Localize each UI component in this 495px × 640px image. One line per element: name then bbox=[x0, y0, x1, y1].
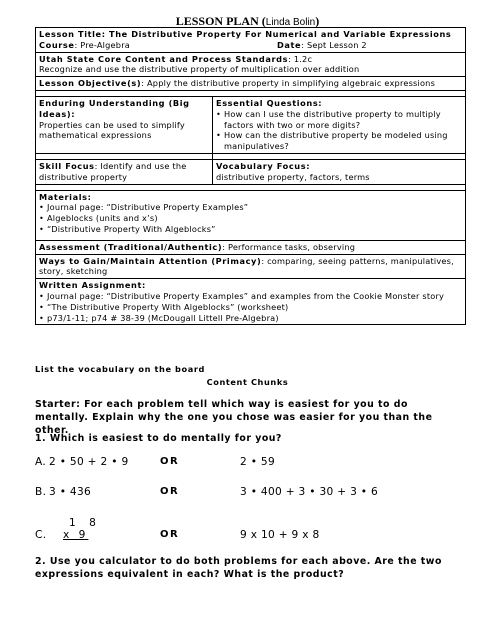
problem-row-a bbox=[35, 456, 465, 470]
problem-left: 2 • 50 + 2 • 9 bbox=[49, 456, 129, 468]
date-value: : Sept Lesson 2 bbox=[301, 39, 367, 50]
standards-value: : 1.2c bbox=[288, 53, 313, 64]
essential-label: Essential Questions bbox=[216, 97, 319, 108]
content-chunks-heading: Content Chunks bbox=[206, 377, 289, 387]
enduring-value: Properties can be used to simplify mathematical expressions bbox=[39, 119, 185, 141]
skill-value: : Identify and use the distributive property bbox=[39, 160, 187, 182]
skill-label: Skill Focus bbox=[39, 160, 95, 171]
starter-label: Starter: bbox=[35, 399, 81, 410]
written-item: • “The Distributive Property With Algeblocks” (worksheet) bbox=[39, 302, 462, 313]
problem-label: C. bbox=[35, 529, 47, 541]
lesson-title-label: Lesson Title bbox=[39, 29, 102, 39]
problem-row-c bbox=[35, 529, 465, 543]
or-label: OR bbox=[160, 486, 180, 497]
assessment-label: Assessment (Traditional/Authentic) bbox=[39, 241, 223, 252]
lesson-title-cell bbox=[36, 28, 466, 53]
materials-label: Materials bbox=[39, 191, 88, 202]
question-1: 1. Which is easiest to do mentally for you? bbox=[35, 433, 282, 444]
date-label: Date bbox=[277, 39, 302, 50]
materials-cell: Materials: • Journal page: “Distributive Property Examples” • Algeblocks (units and x’s) • “Distributive Property With Algeblocks” bbox=[36, 190, 466, 240]
essential-cell: Essential Questions: • How can I use the distributive property to multiply factors with two or more digits? • How can the distributive property be modeled using manipulatives? bbox=[213, 96, 466, 153]
or-label: OR bbox=[160, 456, 180, 467]
written-item: • Journal page: “Distributive Property Examples” and examples from the Cookie Monster story bbox=[39, 291, 462, 302]
objective-value: : Apply the distributive property in simplifying algebraic expressions bbox=[141, 78, 436, 89]
vocab-value: distributive property, factors, terms bbox=[216, 171, 370, 182]
material-item: • Journal page: “Distributive Property Examples” bbox=[39, 202, 462, 213]
skill-cell bbox=[36, 159, 213, 184]
standards-label: Utah State Core Content and Process Standards bbox=[39, 53, 289, 64]
enduring-label: Enduring Understanding (Big Ideas) bbox=[39, 97, 190, 119]
objective-cell bbox=[36, 77, 466, 91]
material-item: • “Distributive Property With Algeblocks” bbox=[39, 224, 462, 235]
problem-right: 3 • 400 + 3 • 30 + 3 • 6 bbox=[240, 486, 379, 498]
course-value: : Pre-Algebra bbox=[74, 39, 130, 50]
written-label: Written Assignment bbox=[39, 280, 142, 291]
problem-label: B. bbox=[35, 486, 47, 498]
attention-label: Ways to Gain/Maintain Attention (Primacy) bbox=[39, 255, 262, 266]
written-cell: Written Assignment: • Journal page: “Distributive Property Examples” and examples from the Cookie Monster story • “The Distributive Property With Algeblocks” (worksheet) • p73/1-11; p74 # 38-39 (McDougall Littell Pre-Algebra) bbox=[36, 279, 466, 325]
standards-description: Recognize and use the distributive property of multiplication over addition bbox=[39, 64, 360, 75]
essential-question: • How can I use the distributive property to multiply factors with two or more digits? bbox=[216, 109, 462, 131]
title-close: ) bbox=[315, 14, 320, 28]
vocab-cell: Vocabulary Focus: distributive property, factors, terms bbox=[213, 159, 466, 184]
problem-left: 3 • 436 bbox=[49, 486, 92, 498]
essential-question: • How can the distributive property be modeled using manipulatives? bbox=[216, 130, 462, 152]
problem-right: 9 x 10 + 9 x 8 bbox=[240, 529, 320, 541]
written-item: • p73/1-11; p74 # 38-39 (McDougall Littell Pre-Algebra) bbox=[39, 313, 462, 324]
assessment-value: : Performance tasks, observing bbox=[222, 241, 356, 252]
attention-value: : comparing, seeing patterns, manipulatives, story, sketching bbox=[39, 255, 454, 277]
material-item: • Algeblocks (units and x’s) bbox=[39, 213, 462, 224]
standards-cell bbox=[36, 52, 466, 77]
lesson-title-value: : The Distributive Property For Numerical and Variable Expressions bbox=[101, 29, 452, 39]
or-label: OR bbox=[160, 529, 180, 540]
vocab-note: List the vocabulary on the board bbox=[35, 364, 205, 374]
title-text: LESSON PLAN ( bbox=[175, 14, 266, 28]
vertical-multiplicand: 1 8 bbox=[69, 517, 101, 529]
attention-cell bbox=[36, 254, 466, 279]
problem-right: 2 • 59 bbox=[240, 456, 276, 468]
problem-label: A. bbox=[35, 456, 47, 468]
problem-row-b bbox=[35, 486, 465, 500]
objective-label: Lesson Objective(s) bbox=[39, 78, 142, 89]
author-name: Linda Bolin bbox=[265, 17, 316, 28]
question-2: 2. Use you calculator to do both problems for each above. Are the two expressions equivalent in each? What is the product? bbox=[35, 556, 442, 580]
course-label: Course bbox=[39, 39, 75, 50]
vocab-label: Vocabulary Focus bbox=[216, 160, 307, 171]
starter-text bbox=[35, 398, 460, 437]
assessment-cell bbox=[36, 240, 466, 254]
lesson-plan-table bbox=[35, 27, 466, 325]
starter-body: For each problem tell which way is easiest for you to do mentally. Explain why the one you chose was easier for you than the other. bbox=[35, 399, 433, 436]
problem-left: x 9 bbox=[63, 529, 89, 541]
enduring-cell: Enduring Understanding (Big Ideas): Properties can be used to simplify mathematical expressions bbox=[36, 96, 213, 153]
